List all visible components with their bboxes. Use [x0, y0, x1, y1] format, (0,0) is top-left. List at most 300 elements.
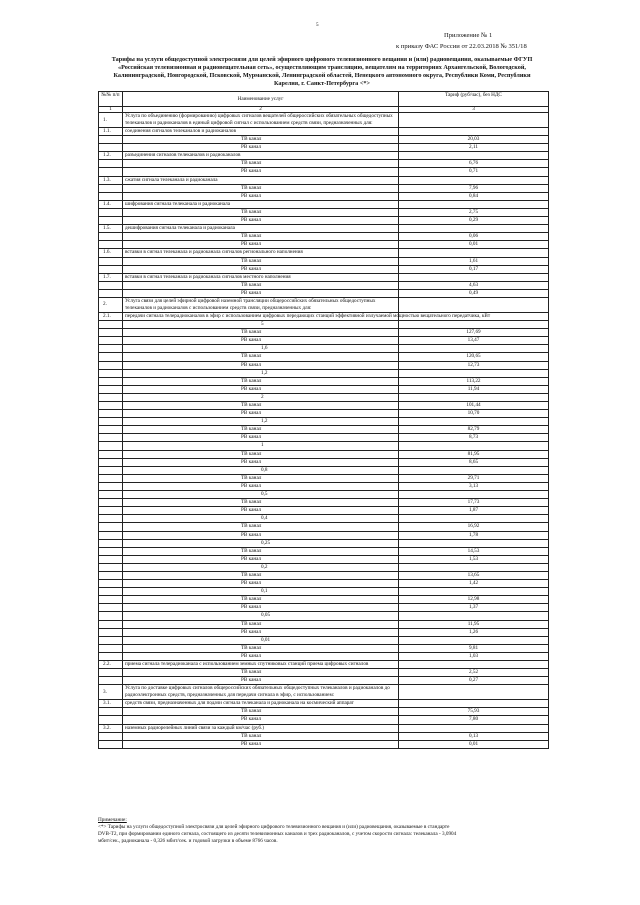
row-number: 1.6. [99, 249, 123, 257]
notes-title: Примечание: [98, 817, 127, 823]
row-service: РВ канал [123, 192, 399, 200]
row-tariff: 1,37 [399, 604, 549, 612]
index-cell: 1 [99, 107, 123, 113]
row-service: РВ канал [123, 716, 399, 724]
row-tariff: 13,65 [399, 571, 549, 579]
table-row [99, 732, 549, 740]
table-row [99, 507, 549, 515]
row-number [99, 402, 123, 410]
table-row [99, 685, 549, 700]
table-row [99, 241, 549, 249]
row-number [99, 353, 123, 361]
row-service: передачи сигнала телерадиоканалов в эфир с использованием цифровых передающих станций эффективной излучаемой мощностью вещательного передатчика, кВт [123, 312, 399, 320]
table-row [99, 466, 549, 474]
row-number [99, 708, 123, 716]
row-number [99, 168, 123, 176]
row-number [99, 321, 123, 329]
row-service: 0,01 [123, 636, 399, 644]
row-service: РВ канал [123, 337, 399, 345]
table-row [99, 144, 549, 152]
row-number: 2. [99, 297, 123, 312]
notes-line: <*> Тарифы на услуги общедоступной электросвязи для целей эфирного цифрового телевизионного вещания и (или) радиовещания, оказываемые в стандарте [98, 824, 450, 830]
table-row [99, 152, 549, 160]
table-row [99, 200, 549, 208]
row-tariff: 0,49 [399, 289, 549, 297]
row-service: 1 [123, 442, 399, 450]
row-tariff: 13,47 [399, 337, 549, 345]
row-service: ТВ канал [123, 450, 399, 458]
table-row [99, 515, 549, 523]
row-service: 0,1 [123, 588, 399, 596]
table-row [99, 128, 549, 136]
table-row [99, 523, 549, 531]
table-row [99, 113, 549, 128]
row-number [99, 233, 123, 241]
title-line: «Российская телевизионная и радиовещательная сеть», осуществляющим трансляцию, вещателям на территориях Архангельской, Вологодской, [118, 64, 526, 71]
row-number [99, 345, 123, 353]
row-number [99, 369, 123, 377]
row-tariff: 0,17 [399, 265, 549, 273]
row-number [99, 160, 123, 168]
row-service: 0,5 [123, 491, 399, 499]
row-number [99, 184, 123, 192]
row-number [99, 217, 123, 225]
table-row [99, 265, 549, 273]
title-line: Тарифы на услуги общедоступной электросвязи для целей эфирного цифрового телевизионного вещания и (или) радиовещания, оказываемые ФГУП [111, 56, 533, 63]
row-tariff: 8,65 [399, 458, 549, 466]
row-tariff: 0,84 [399, 192, 549, 200]
row-number [99, 555, 123, 563]
table-row [99, 225, 549, 233]
table-row [99, 192, 549, 200]
row-service: шифрования сигнала телеканала и радиоканала [123, 200, 399, 208]
row-service: Услуга связи для целей эфирной цифровой наземной трансляции общероссийских обязательных общедоступных телеканалов и радиоканалов с использованием средств связи, предназначенных для: [123, 297, 399, 312]
row-service: Услуга по доставке цифровых сигналов общероссийских обязательных общедоступных телеканалов и радиоканалов до радиоэлектронных средств, предназначенных для передачи сигнала в эфир, с использованием: [123, 685, 399, 700]
title-line: Карелия, г. Санкт-Петербурга <*> [274, 80, 370, 87]
row-number [99, 144, 123, 152]
table-row [99, 281, 549, 289]
row-number [99, 596, 123, 604]
table-row [99, 353, 549, 361]
row-number: 3.2. [99, 724, 123, 732]
row-tariff: 1,87 [399, 507, 549, 515]
table-row [99, 555, 549, 563]
table-row [99, 434, 549, 442]
row-tariff: 20,03 [399, 136, 549, 144]
row-tariff [399, 200, 549, 208]
row-service: РВ канал [123, 482, 399, 490]
row-number: 1.5. [99, 225, 123, 233]
row-tariff [399, 491, 549, 499]
row-number: 3. [99, 685, 123, 700]
row-number [99, 466, 123, 474]
row-number [99, 377, 123, 385]
row-tariff: 6,76 [399, 160, 549, 168]
row-tariff [399, 636, 549, 644]
row-tariff [399, 515, 549, 523]
row-number: 1.4. [99, 200, 123, 208]
row-number [99, 588, 123, 596]
row-service: ТВ канал [123, 426, 399, 434]
header-number: №№ п/п [99, 92, 123, 107]
row-tariff: 2,75 [399, 208, 549, 216]
row-number [99, 265, 123, 273]
table-row [99, 669, 549, 677]
row-service: РВ канал [123, 628, 399, 636]
row-number [99, 393, 123, 401]
row-service: РВ канал [123, 361, 399, 369]
row-tariff: 7,96 [399, 184, 549, 192]
row-tariff: 0,01 [399, 740, 549, 748]
table-row [99, 450, 549, 458]
row-service: 1,6 [123, 345, 399, 353]
table-row [99, 385, 549, 393]
row-number [99, 482, 123, 490]
row-number [99, 571, 123, 579]
row-service: вставки в сигнал телеканала и радиоканала сигналов регионального наполнения [123, 249, 399, 257]
row-service: РВ канал [123, 458, 399, 466]
row-number [99, 136, 123, 144]
row-tariff [399, 249, 549, 257]
table-row [99, 297, 549, 312]
row-service: Услуга по объединению (формированию) цифровых сигналов вещателей общероссийских обязательных общедоступных телеканалов и радиоканалов в единый цифровой сигнал с использованием средств связи, предназначенных для: [123, 113, 399, 128]
row-number [99, 450, 123, 458]
table-row [99, 563, 549, 571]
table-row [99, 377, 549, 385]
row-tariff [399, 113, 549, 128]
row-number [99, 442, 123, 450]
table-row [99, 289, 549, 297]
table-row [99, 208, 549, 216]
row-number [99, 499, 123, 507]
row-service: РВ канал [123, 385, 399, 393]
row-tariff [399, 539, 549, 547]
row-service: дешифрования сигнала телеканала и радиоканала [123, 225, 399, 233]
row-service: РВ канал [123, 289, 399, 297]
table-row [99, 708, 549, 716]
row-service: РВ канал [123, 434, 399, 442]
notes-line: DVB-T2, при формировании единого сигнала, состоящего из десяти телевизионных каналов и трех радиоканалов, с учетом скорости сигнала: телеканала - 3,0904 [98, 831, 457, 837]
row-service: вставки в сигнал телеканала и радиоканала сигналов местного наполнения [123, 273, 399, 281]
row-tariff: 127,69 [399, 329, 549, 337]
table-row [99, 620, 549, 628]
row-service: ТВ канал [123, 281, 399, 289]
row-number [99, 580, 123, 588]
row-number [99, 281, 123, 289]
row-service: РВ канал [123, 531, 399, 539]
row-service: ТВ канал [123, 402, 399, 410]
row-tariff: 0,13 [399, 732, 549, 740]
row-service: ТВ канал [123, 233, 399, 241]
row-service: ТВ канал [123, 474, 399, 482]
page-mark: 5 [316, 22, 319, 28]
row-tariff: 9,81 [399, 644, 549, 652]
table-row [99, 547, 549, 555]
row-tariff: 8,73 [399, 434, 549, 442]
row-service: ТВ канал [123, 596, 399, 604]
row-service: РВ канал [123, 410, 399, 418]
table-row [99, 393, 549, 401]
row-service: ТВ канал [123, 136, 399, 144]
row-tariff: 10,70 [399, 410, 549, 418]
table-row [99, 531, 549, 539]
order-reference: к приказу ФАС России от 22.03.2018 № 351/18 [396, 43, 527, 50]
row-number: 3.1. [99, 700, 123, 708]
row-tariff [399, 724, 549, 732]
row-service: ТВ канал [123, 184, 399, 192]
row-service: сжатия сигнала телеканала и радиоканала [123, 176, 399, 184]
row-service: ТВ канал [123, 523, 399, 531]
tariff-table [98, 91, 549, 749]
table-row [99, 700, 549, 708]
row-number [99, 547, 123, 555]
table-row [99, 652, 549, 660]
row-tariff: 1,61 [399, 257, 549, 265]
row-tariff: 12,98 [399, 596, 549, 604]
table-row [99, 273, 549, 281]
row-tariff [399, 273, 549, 281]
row-service: РВ канал [123, 241, 399, 249]
table-row [99, 628, 549, 636]
row-service: разъединения сигналов телеканалов и радиоканалов [123, 152, 399, 160]
index-cell: 3 [399, 107, 549, 113]
table-row [99, 458, 549, 466]
row-number [99, 208, 123, 216]
row-number [99, 458, 123, 466]
row-service: средств связи, предназначенных для подачи сигнала телеканала и радиоканала на космический аппарат [123, 700, 399, 708]
row-tariff: 2,11 [399, 144, 549, 152]
row-number: 1. [99, 113, 123, 128]
row-tariff [399, 588, 549, 596]
row-service: 5 [123, 321, 399, 329]
table-row [99, 482, 549, 490]
table-row [99, 474, 549, 482]
row-number [99, 732, 123, 740]
row-service: ТВ канал [123, 329, 399, 337]
row-service: приема сигнала телерадиоканала с использованием земных спутниковых станций приема цифровых сигналов [123, 661, 399, 669]
row-service: РВ канал [123, 580, 399, 588]
row-service: ТВ канал [123, 499, 399, 507]
table-header-row [99, 92, 549, 107]
row-tariff: 12,73 [399, 361, 549, 369]
row-tariff: 75,93 [399, 708, 549, 716]
row-service: ТВ канал [123, 353, 399, 361]
index-cell: 2 [123, 107, 399, 113]
row-number [99, 636, 123, 644]
row-number: 1.7. [99, 273, 123, 281]
table-row [99, 321, 549, 329]
row-number [99, 385, 123, 393]
table-row [99, 184, 549, 192]
row-tariff [399, 176, 549, 184]
row-number [99, 740, 123, 748]
row-number [99, 644, 123, 652]
table-row [99, 612, 549, 620]
row-service: ТВ канал [123, 644, 399, 652]
row-service: ТВ канал [123, 620, 399, 628]
row-number [99, 426, 123, 434]
row-service: 0,2 [123, 563, 399, 571]
row-number: 2.2. [99, 661, 123, 669]
row-number: 1.3. [99, 176, 123, 184]
header-tariff: Тариф (руб/час), без НДС [399, 92, 549, 107]
table-row [99, 402, 549, 410]
row-service: 1,2 [123, 418, 399, 426]
row-number [99, 289, 123, 297]
table-row [99, 168, 549, 176]
table-row [99, 677, 549, 685]
row-tariff: 120,65 [399, 353, 549, 361]
row-tariff [399, 563, 549, 571]
row-service: РВ канал [123, 604, 399, 612]
row-tariff [399, 466, 549, 474]
row-service: 0,05 [123, 612, 399, 620]
row-tariff: 1,42 [399, 580, 549, 588]
row-tariff: 29,71 [399, 474, 549, 482]
table-row [99, 661, 549, 669]
row-tariff [399, 297, 549, 312]
row-tariff: 1,53 [399, 555, 549, 563]
row-number [99, 192, 123, 200]
row-number [99, 329, 123, 337]
table-row [99, 337, 549, 345]
table-row [99, 426, 549, 434]
table-row [99, 636, 549, 644]
row-service: 0,8 [123, 466, 399, 474]
row-service: ТВ канал [123, 160, 399, 168]
row-tariff: 1,78 [399, 531, 549, 539]
row-tariff: 11,95 [399, 620, 549, 628]
row-service: ТВ канал [123, 571, 399, 579]
row-tariff [399, 442, 549, 450]
table-row [99, 596, 549, 604]
row-tariff [399, 685, 549, 700]
row-number [99, 337, 123, 345]
row-tariff: 3,13 [399, 482, 549, 490]
row-number [99, 628, 123, 636]
table-row [99, 361, 549, 369]
row-service: соединения сигналов телеканалов и радиоканалов [123, 128, 399, 136]
header-service-name: Наименование услуг [123, 92, 399, 107]
row-number: 1.1. [99, 128, 123, 136]
table-body [99, 113, 549, 749]
row-service: РВ канал [123, 652, 399, 660]
table-row [99, 499, 549, 507]
table-row [99, 329, 549, 337]
table-row [99, 644, 549, 652]
row-number [99, 652, 123, 660]
table-row [99, 716, 549, 724]
row-number: 2.1. [99, 312, 123, 320]
row-tariff: 17,73 [399, 499, 549, 507]
table-row [99, 724, 549, 732]
row-service: ТВ канал [123, 708, 399, 716]
row-tariff: 1,03 [399, 652, 549, 660]
row-service: РВ канал [123, 677, 399, 685]
table-row [99, 580, 549, 588]
row-tariff [399, 418, 549, 426]
row-number [99, 257, 123, 265]
table-row [99, 136, 549, 144]
row-tariff [399, 661, 549, 669]
row-service: РВ канал [123, 144, 399, 152]
table-row [99, 160, 549, 168]
row-number [99, 669, 123, 677]
row-number [99, 241, 123, 249]
row-tariff [399, 369, 549, 377]
row-tariff: 113,22 [399, 377, 549, 385]
row-tariff: 0,06 [399, 233, 549, 241]
table-row [99, 740, 549, 748]
row-service: ТВ канал [123, 669, 399, 677]
table-row [99, 442, 549, 450]
notes-line: мбит/сек., радиоканала - 0,326 мбит/сек. и годовой загрузки в объеме 8766 часов. [98, 838, 278, 844]
row-number [99, 539, 123, 547]
row-number [99, 523, 123, 531]
row-tariff: 0,27 [399, 677, 549, 685]
table-row [99, 176, 549, 184]
row-tariff: 1,26 [399, 628, 549, 636]
row-service: РВ канал [123, 265, 399, 273]
row-service: 2 [123, 393, 399, 401]
row-tariff [399, 128, 549, 136]
table-row [99, 369, 549, 377]
row-tariff: 0,01 [399, 241, 549, 249]
row-tariff: 101,44 [399, 402, 549, 410]
table-row [99, 418, 549, 426]
row-tariff [399, 700, 549, 708]
row-number [99, 361, 123, 369]
table-row [99, 410, 549, 418]
table-row [99, 312, 549, 320]
row-tariff: 14,53 [399, 547, 549, 555]
notes [98, 817, 548, 845]
row-tariff [399, 225, 549, 233]
row-tariff: 11,94 [399, 385, 549, 393]
row-number [99, 604, 123, 612]
table-row [99, 588, 549, 596]
row-service: РВ канал [123, 555, 399, 563]
row-tariff: 16,92 [399, 523, 549, 531]
row-number [99, 515, 123, 523]
row-number [99, 474, 123, 482]
row-number: 1.2. [99, 152, 123, 160]
row-tariff: 4,63 [399, 281, 549, 289]
appendix-label: Приложение № 1 [444, 32, 493, 39]
row-tariff [399, 345, 549, 353]
table-row [99, 491, 549, 499]
table-row [99, 217, 549, 225]
row-number [99, 507, 123, 515]
row-tariff: 0,71 [399, 168, 549, 176]
table-row [99, 249, 549, 257]
row-service: РВ канал [123, 507, 399, 515]
row-number [99, 563, 123, 571]
row-tariff: 7,80 [399, 716, 549, 724]
table-row [99, 604, 549, 612]
row-service: 0,4 [123, 515, 399, 523]
row-number [99, 531, 123, 539]
row-tariff [399, 321, 549, 329]
row-service: ТВ канал [123, 732, 399, 740]
row-number [99, 418, 123, 426]
table-row [99, 571, 549, 579]
row-service: ТВ канал [123, 208, 399, 216]
row-number [99, 491, 123, 499]
row-service: ТВ канал [123, 547, 399, 555]
table-row [99, 233, 549, 241]
title-line: Калининградской, Новгородской, Псковской, Мурманской, Ленинградской областей, Ненецкого автономного округа, Республики Коми, Республики [113, 72, 531, 79]
